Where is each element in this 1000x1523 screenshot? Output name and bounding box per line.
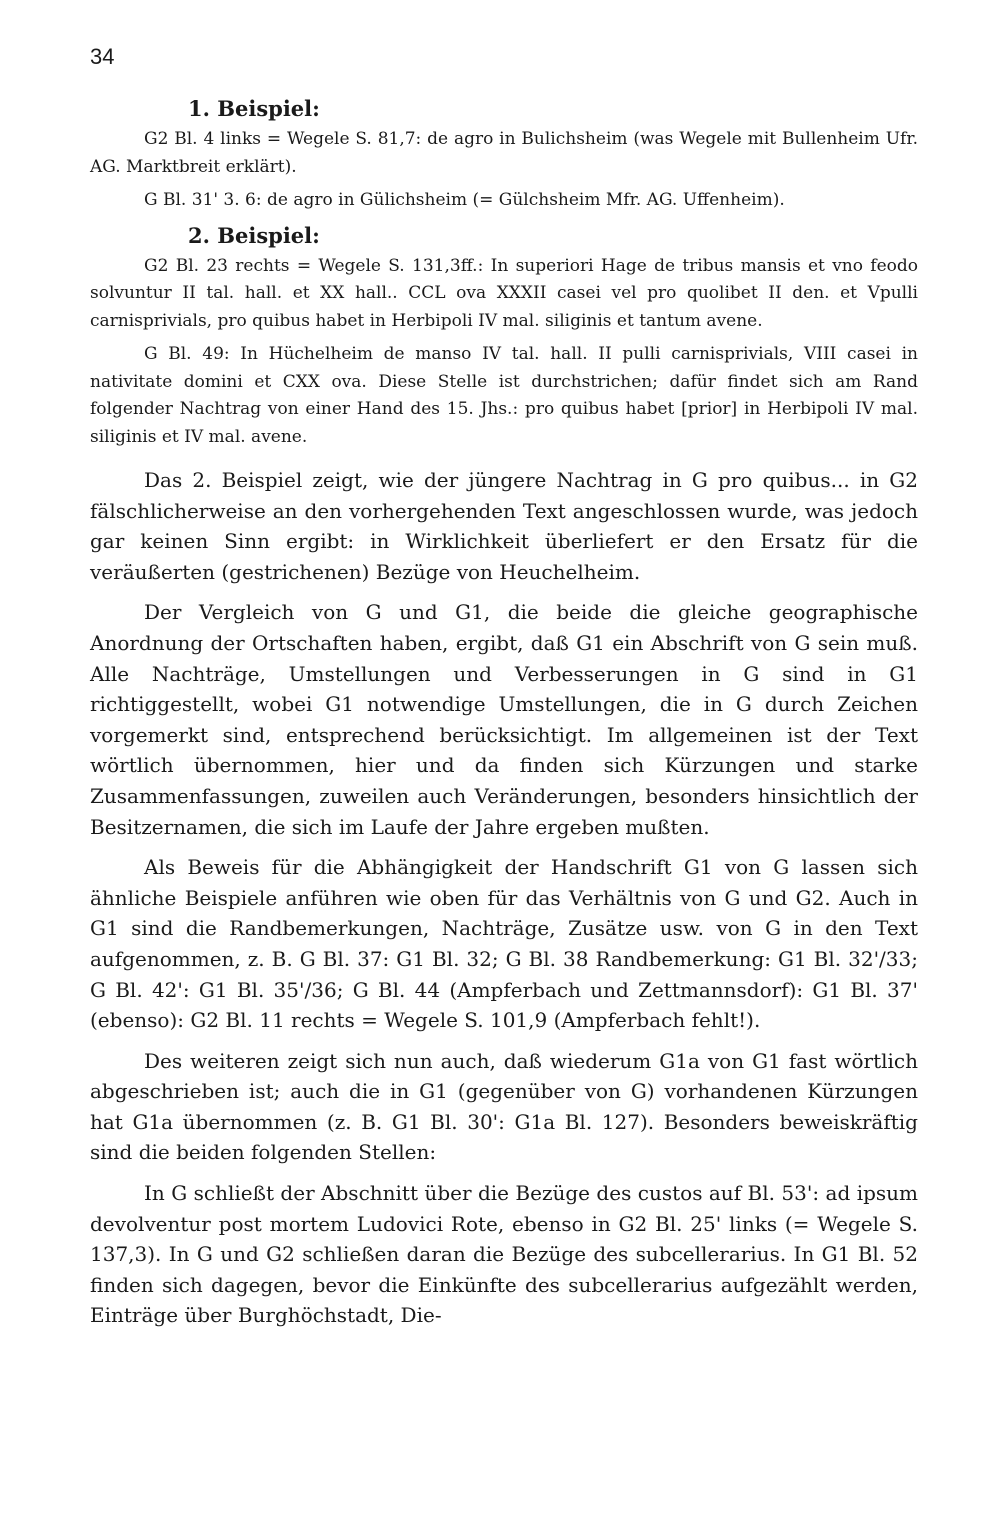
body-paragraph-5: In G schließt der Abschnitt über die Bezüge des custos auf Bl. 53': ad ipsum devolventur post mortem Ludovici Rote, ebenso in G2 Bl. 25' links (= Wegele S. 137,3). In G und G2 schließen daran die Bezüge des subcellerarius. In G1 Bl. 52 finden sich dagegen, bevor die Einkünfte des subcellerarius aufgezählt werden, Einträge über Burghöchstadt, Die- [90,1181,918,1328]
body-paragraph-3: Als Beweis für die Abhängigkeit der Handschrift G1 von G lassen sich ähnliche Beispiele anführen wie oben für das Verhältnis von G und G2. Auch in G1 sind die Randbemerkungen, Nachträge, Zusätze usw. von G in den Text aufgenommen, z. B. G Bl. 37: G1 Bl. 32; G Bl. 38 Randbemerkung: G1 Bl. 32'/33; G Bl. 42': G1 Bl. 35'/36; G Bl. 44 (Ampferbach und Zettmannsdorf): G1 Bl. 37' (ebenso): G2 Bl. 11 rechts = Wegele S. 101,9 (Ampferbach fehlt!). [90,855,918,1033]
example-2-heading: 2. Beispiel: [188,222,320,248]
example-2-paragraph-1: G2 Bl. 23 rechts = Wegele S. 131,3ff.: In superiori Hage de tribus mansis et vno feodo solvuntur II tal. hall. et XX hall.. CCL ova XXXII casei vel pro quolibet II den. et Vpulli carnisprivials, pro quibus habet in Herbipoli IV mal. siliginis et tantum avene. [90,255,918,331]
body-paragraph-2: Der Vergleich von G und G1, die beide die gleiche geographische Anordnung der Ortschaften haben, ergibt, daß G1 ein Abschrift von G sein muß. Alle Nachträge, Umstellungen und Verbesserungen in G sind in G1 richtiggestellt, wobei G1 notwendige Umstellungen, die in G durch Zeichen vorgemerkt sind, entsprechend berücksichtigt. Im allgemeinen ist der Text wörtlich übernommen, hier und da finden sich Kürzungen und starke Zusammenfassungen, zuweilen auch Veränderungen, besonders hinsichtlich der Besitzernamen, die sich im Laufe der Jahre ergeben mußten. [90,600,918,839]
body-paragraph-4: Des weiteren zeigt sich nun auch, daß wiederum G1a von G1 fast wörtlich abgeschrieben ist; auch die in G1 (gegenüber von G) vorhandenen Kürzungen hat G1a übernommen (z. B. G1 Bl. 30': G1a Bl. 127). Besonders beweiskräftig sind die beiden folgenden Stellen: [90,1048,918,1165]
example-1-paragraph-1: G2 Bl. 4 links = Wegele S. 81,7: de agro in Bulichsheim (was Wegele mit Bullenheim Ufr. AG. Marktbreit erklärt). [90,129,918,177]
page-content [90,92,918,1331]
example-2-paragraph-2: G Bl. 49: In Hüchelheim de manso IV tal. hall. II pulli carnisprivials, VIII casei in nativitate domini et CXX ova. Diese Stelle ist durchstrichen; dafür findet sich am Rand folgender Nachtrag von einer Hand des 15. Jhs.: pro quibus habet [prior] in Herbipoli IV mal. siliginis et IV mal. avene. [90,344,918,447]
body-paragraph-1: Das 2. Beispiel zeigt, wie der jüngere Nachtrag in G pro quibus... in G2 fälschlicherweise an den vorhergehenden Text angeschlossen wurde, was jedoch gar keinen Sinn ergibt: in Wirklichkeit überliefert er den Ersatz für die veräußerten (gestrichenen) Bezüge von Heuchelheim. [90,468,918,584]
example-1-heading: 1. Beispiel: [188,96,320,121]
page-number: 34 [90,44,115,69]
example-1-paragraph-2: G Bl. 31' 3. 6: de agro in Gülichsheim (= Gülchsheim Mfr. AG. Uffenheim). [144,190,785,210]
